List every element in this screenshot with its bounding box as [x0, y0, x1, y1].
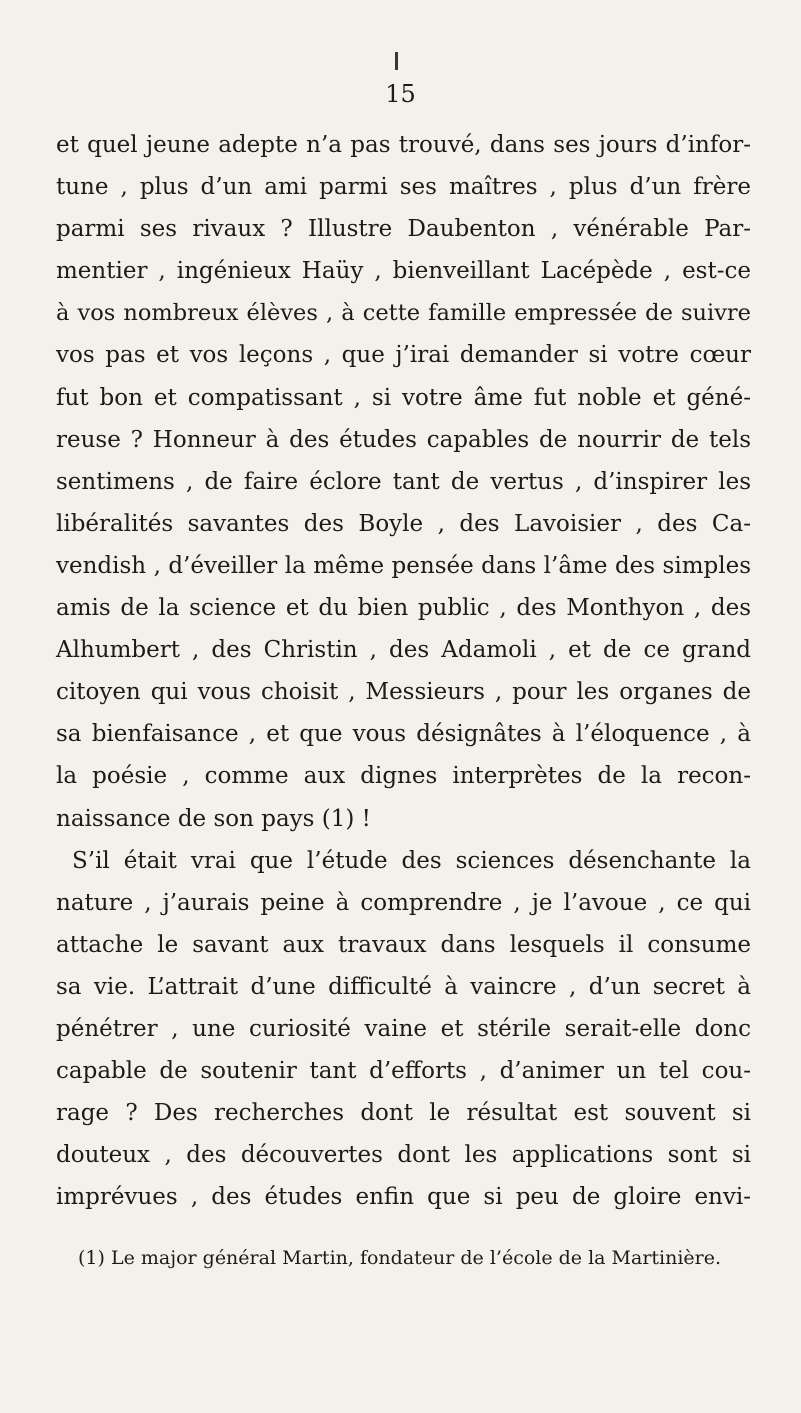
scan-mark [395, 52, 398, 70]
text-line: sa bienfaisance , et que vous désignâtes à l’éloquence , à [56, 721, 751, 748]
text-line: mentier , ingénieux Haüy , bienveillant Lacépède , est-ce [56, 258, 751, 285]
text-line: citoyen qui vous choisit , Messieurs , pour les organes de [56, 679, 751, 706]
text-line: amis de la science et du bien public , des Monthyon , des [56, 595, 751, 622]
text-line: pénétrer , une curiosité vaine et stérile serait-elle donc [56, 1015, 751, 1042]
text-line: Alhumbert , des Christin , des Adamoli , et de ce grand [56, 637, 751, 664]
text-line: vos pas et vos leçons , que j’irai demander si votre cœur [56, 342, 751, 369]
text-line: libéralités savantes des Boyle , des Lavoisier , des Ca- [56, 510, 751, 537]
text-line: douteux , des découvertes dont les applications sont si [56, 1142, 751, 1169]
text-line: et quel jeune adepte n’a pas trouvé, dans ses jours d’infor- [56, 132, 751, 158]
text-line: à vos nombreux élèves , à cette famille empressée de suivre [56, 300, 751, 327]
text-line: rage ? Des recherches dont le résultat est souvent si [56, 1100, 751, 1127]
text-line: imprévues , des études enfin que si peu de gloire envi- [56, 1184, 751, 1211]
page-number: 15 [385, 80, 416, 108]
text-line: parmi ses rivaux ? Illustre Daubenton , vénérable Par- [56, 216, 751, 243]
paragraph-2 [56, 840, 751, 1219]
paragraph-1 [56, 124, 751, 840]
text-line: sa vie. L’attrait d’une difficulté à vaincre , d’un secret à [56, 973, 751, 1000]
text-line: vendish , d’éveiller la même pensée dans l’âme des simples [56, 552, 751, 579]
text-line: sentimens , de faire éclore tant de vertus , d’inspirer les [56, 468, 751, 495]
text-line: S’il était vrai que l’étude des sciences désenchante la [72, 847, 751, 874]
body-text [56, 124, 751, 1218]
text-line: nature , j’aurais peine à comprendre , je l’avoue , ce qui [56, 889, 751, 916]
text-line: tune , plus d’un ami parmi ses maîtres , plus d’un frère [56, 174, 751, 201]
text-line: la poésie , comme aux dignes interprètes de la recon- [56, 763, 751, 790]
text-line: attache le savant aux travaux dans lesquels il consume [56, 931, 751, 958]
text-line: fut bon et compatissant , si votre âme fut noble et géné- [56, 384, 751, 411]
text-line: capable de soutenir tant d’efforts , d’animer un tel cou- [56, 1058, 751, 1085]
text-line: naissance de son pays (1) ! [56, 805, 371, 832]
text-line: reuse ? Honneur à des études capables de nourrir de tels [56, 426, 751, 453]
footnote: (1) Le major général Martin, fondateur de l’école de la Martinière. [78, 1247, 722, 1269]
